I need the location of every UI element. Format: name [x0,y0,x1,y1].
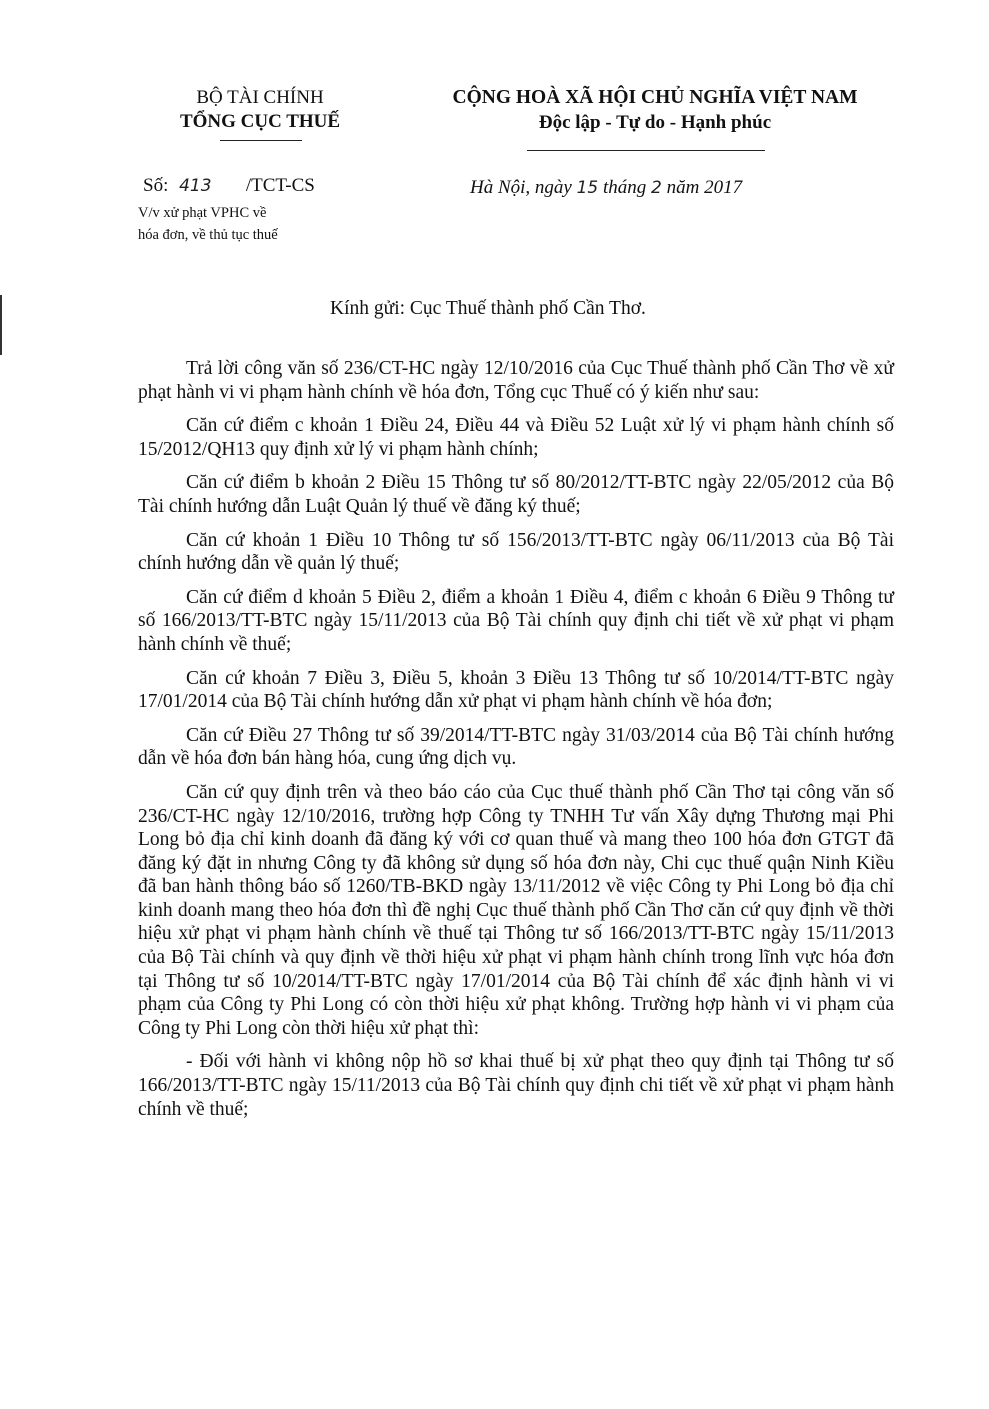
nation-title: CỘNG HOÀ XÃ HỘI CHỦ NGHĨA VIỆT NAM [452,87,858,108]
paragraph: - Đối với hành vi không nộp hồ sơ khai thuế bị xử phạt theo quy định tại Thông tư số 166/2013/TT-BTC ngày 15/11/2013 của Bộ Tài chính quy định chi tiết về xử phạt vi phạm hành chính về thuế; [138,1051,894,1120]
document-subject [138,202,378,246]
number-suffix: /TCT-CS [245,175,315,196]
paragraph: Căn cứ khoản 7 Điều 3, Điều 5, khoản 3 Điều 13 Thông tư số 10/2014/TT-BTC ngày 17/01/2014 của Bộ Tài chính hướng dẫn xử phạt vi phạm hành chính về hóa đơn; [138,667,894,713]
subject-line-2: hóa đơn, về thủ tục thuế [138,227,278,243]
paragraph: Căn cứ điểm b khoản 2 Điều 15 Thông tư số 80/2012/TT-BTC ngày 22/05/2012 của Bộ Tài chính hướng dẫn Luật Quản lý thuế về đăng ký thuế; [138,472,894,517]
paragraph: Căn cứ khoản 1 Điều 10 Thông tư số 156/2013/TT-BTC ngày 06/11/2013 của Bộ Tài chính hướng dẫn về quản lý thuế; [138,529,894,575]
date-day: 15 [576,178,599,198]
motto-underline [527,150,765,151]
date-year: năm 2017 [666,177,743,198]
paragraph: Căn cứ điểm d khoản 5 Điều 2, điểm a khoản 1 Điều 4, điểm c khoản 6 Điều 9 Thông tư số 166/2013/TT-BTC ngày 15/11/2013 của Bộ Tài chính quy định chi tiết về xử phạt vi phạm hành chính về thuế; [138,586,894,655]
date-prefix: Hà Nội, ngày [470,177,572,198]
salutation: Kính gửi: Cục Thuế thành phố Cần Thơ. [330,298,646,319]
date-month-label: tháng [603,177,647,198]
agency-underline [220,140,302,141]
paragraph: Căn cứ Điều 27 Thông tư số 39/2014/TT-BTC ngày 31/03/2014 của Bộ Tài chính hướng dẫn về hóa đơn bán hàng hóa, cung ứng dịch vụ. [138,724,894,770]
paragraph: Căn cứ điểm c khoản 1 Điều 24, Điều 44 và Điều 52 Luật xử lý vi phạm hành chính số 15/2012/QH13 quy định xử lý vi phạm hành chính; [138,415,894,460]
subject-line-1: V/v xử phạt VPHC về [138,205,267,221]
paragraph: Trả lời công văn số 236/CT-HC ngày 12/10/2016 của Cục Thuế thành phố Cần Thơ về xử phạt hành vi vi phạm hành chính về hóa đơn, Tổng cục Thuế có ý kiến như sau: [138,358,894,403]
ministry-name: BỘ TÀI CHÍNH [196,87,324,108]
number-handwritten: 413 [179,176,212,196]
department-name: TỔNG CỤC THUẾ [179,111,341,132]
paragraph: Căn cứ quy định trên và theo báo cáo của Cục thuế thành phố Cần Thơ tại công văn số 236/CT-HC ngày 12/10/2016, trường hợp Công ty TNHH Tư vấn Xây dựng Thương mại Phi Long bỏ địa chỉ kinh doanh đã đăng ký với cơ quan thuế và mang theo 100 hóa đơn GTGT đã đăng ký đặt in nhưng Công ty đã không sử dụng số hóa đơn này, Chi cục thuế quận Ninh Kiều đã ban hành thông báo số 1260/TB-BKD ngày 13/11/2012 về việc Công ty Phi Long bỏ địa chỉ kinh doanh mang theo hóa đơn thì đề nghị Cục thuế thành phố Cần Thơ căn cứ quy định về thời hiệu xử phạt vi phạm hành chính về thuế tại Thông tư số 166/2013/TT-BTC ngày 15/11/2013 của Bộ Tài chính và quy định về thời hiệu xử phạt vi phạm hành chính trong lĩnh vực hóa đơn tại Thông tư số 10/2014/TT-BTC ngày 17/01/2014 của Bộ Tài chính để xác định hành vi vi phạm của Công ty Phi Long có còn thời hiệu xử phạt không. Trường hợp hành vi vi phạm của Công ty Phi Long còn thời hiệu xử phạt thì: [138,781,894,1039]
date-line [470,176,742,200]
date-month: 2 [651,178,662,198]
letter-body [138,357,894,1131]
number-label: Số: [143,175,169,196]
nation-motto: Độc lập - Tự do - Hạnh phúc [538,112,772,133]
scan-edge-mark [0,295,2,355]
document-number [143,174,315,198]
